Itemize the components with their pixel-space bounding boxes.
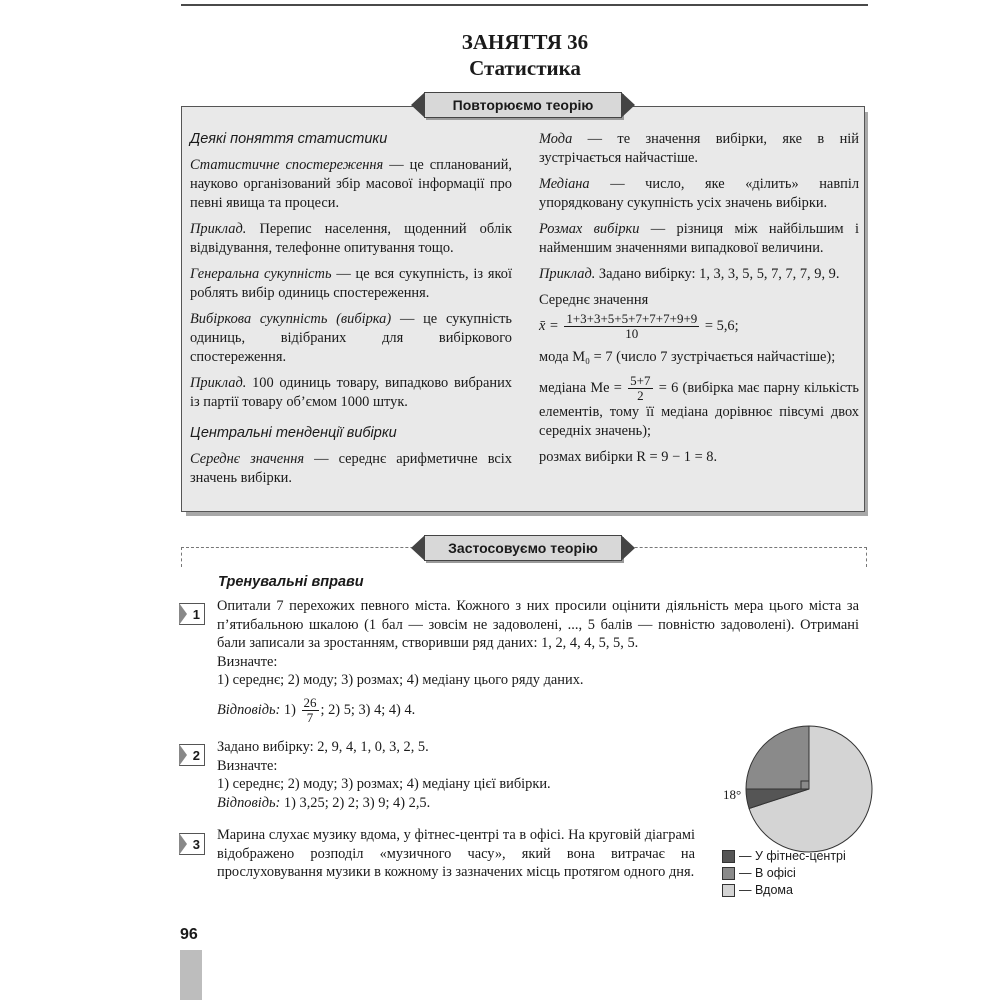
theory-left-column	[190, 130, 512, 495]
exercise-1-tasks: 1) середнє; 2) моду; 3) розмах; 4) медіану цього ряду даних.	[217, 672, 584, 688]
theory-heading-2: Центральні тенденції вибірки	[190, 425, 397, 441]
exercise-2-tasks: 1) середнє; 2) моду; 3) розмах; 4) медіану цієї вибірки.	[217, 776, 551, 792]
legend-swatch	[722, 850, 735, 863]
mean-label: Середнє значення	[539, 292, 649, 308]
exercise-number-3: 3	[179, 833, 205, 855]
exercise-number-1: 1	[179, 603, 205, 625]
theory-heading: Деякі поняття статистики	[190, 131, 388, 147]
legend-label: — В офісі	[739, 866, 796, 880]
theory-banner: Повторюємо теорію	[424, 92, 622, 118]
page-edge-bar	[180, 950, 202, 1000]
pie-chart	[739, 719, 879, 859]
mode-line: мода M₀ = 7 (число 7 зустрічається найчастіше);	[539, 349, 836, 365]
theory-paragraph: Приклад. 100 одиниць товару, випадково вибраних із партії товару об’ємом 1000 штук.	[190, 375, 512, 410]
legend-swatch	[722, 867, 735, 880]
legend-label: — Вдома	[739, 883, 793, 897]
pie-slice	[746, 726, 809, 789]
legend-label: — У фітнес-центрі	[739, 849, 846, 863]
exercise-1-text: Опитали 7 перехожих певного міста. Кожного з них просили оцінити діяльність мера цього міста за п’ятибальною шкалою (1 бал — зовсім не задоволені, ..., 5 балів — повністю задоволені). Отримані бали записали за зростанням, створивши ряд даних: 1, 2, 4, 4, 5, 5, 5.	[217, 598, 859, 651]
exercise-2-answer: Відповідь: 1) 3,25; 2) 2; 3) 9; 4) 2,5.	[217, 794, 431, 811]
exercise-3	[217, 826, 695, 882]
angle-annotation: 18°	[723, 787, 742, 802]
exercise-3-text: Марина слухає музику вдома, у фітнес-центрі та в офісі. На круговій діаграмі відображено розподіл «музичного часу», який вона витрачає на прослуховування музики в кожному із зазначених місць протягом одного дня.	[217, 827, 695, 880]
legend-swatch	[722, 884, 735, 897]
practice-divider-right	[866, 547, 867, 567]
theory-paragraph: Вибіркова сукупність (вибірка) — це сукупність одиниць, відібраних для вибіркового спостереження.	[190, 311, 512, 365]
exercise-1	[217, 597, 859, 725]
exercise-1-ask: Визначте:	[217, 653, 278, 670]
theory-paragraph: Медіана — число, яке «ділить» навпіл упорядковану сукупність усіх значень вибірки.	[539, 176, 859, 211]
lesson-topic: Статистика	[469, 56, 581, 80]
legend-item	[722, 866, 796, 880]
practice-banner: Застосовуємо теорію	[424, 535, 622, 561]
exercise-2-ask: Визначте:	[217, 757, 278, 774]
exercise-number-2: 2	[179, 744, 205, 766]
theory-paragraph: Розмах вибірки — різниця між найбільшим і найменшим значеннями випадкової величини.	[539, 221, 859, 256]
exercise-2-text: Задано вибірку: 2, 9, 4, 1, 0, 3, 2, 5.	[217, 739, 429, 755]
theory-paragraph: Приклад. Перепис населення, щоденний облік відвідування, телефонне опитування тощо.	[190, 221, 512, 256]
exercises-heading: Тренувальні вправи	[218, 574, 364, 590]
theory-paragraph: Приклад. Задано вибірку: 1, 3, 3, 5, 5, 7, 7, 7, 9, 9.	[539, 266, 840, 282]
theory-right-column	[539, 130, 859, 474]
exercise-2	[217, 738, 717, 812]
range-line: розмах вибірки R = 9 − 1 = 8.	[539, 449, 718, 465]
theory-paragraph: Статистичне спостереження — це спланований, науково організований збір масової інформації про певні явища та процеси.	[190, 157, 512, 211]
practice-divider-left	[181, 547, 182, 567]
legend-item	[722, 883, 793, 897]
theory-paragraph: Генеральна сукупність — це вся сукупність, із якої роблять вибір одиниць спостереження.	[190, 266, 512, 301]
theory-paragraph: Мода — те значення вибірки, яке в ній зустрічається найчастіше.	[539, 131, 859, 166]
mean-formula: x̄ = $\frac{1+3+3+5+5+7+7+7+9+9}{10}$ = 5,6;	[539, 311, 739, 341]
top-rule	[181, 4, 868, 6]
page-number: 96	[180, 926, 198, 943]
exercise-1-answer: Відповідь: 1) $\frac{26}{7}$ ; 2) 5; 3) 4; 4) 4.	[217, 694, 416, 725]
median-line: медіана Me = $\frac{5+7}{2}$ = 6 (вибірка має парну кількість елементів, тому її медіана дорівнює півсумі двох середніх значень);	[539, 373, 859, 439]
legend-item	[722, 849, 846, 863]
lesson-title: ЗАНЯТТЯ 36	[461, 30, 589, 54]
theory-paragraph: Середнє значення — середнє арифметичне всіх значень вибірки.	[190, 451, 512, 486]
